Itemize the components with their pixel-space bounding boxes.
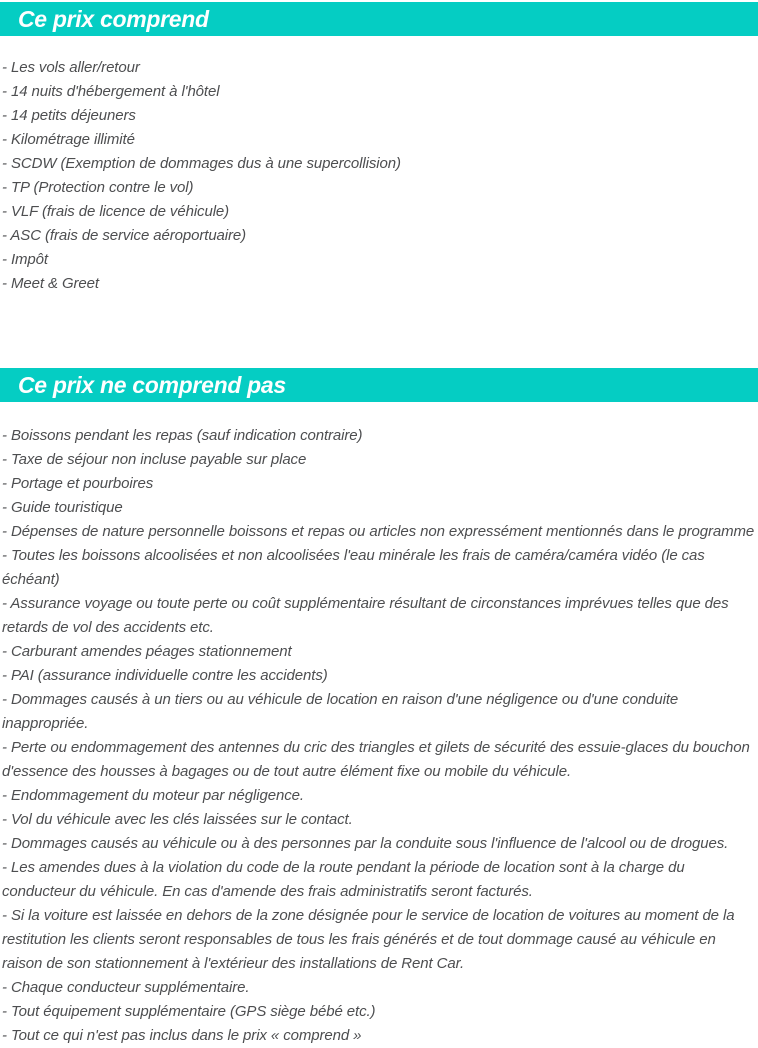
list-item: - Taxe de séjour non incluse payable sur place <box>2 451 307 468</box>
excluded-items-list <box>0 402 758 1048</box>
page <box>0 2 758 1048</box>
list-item: - Les amendes dues à la violation du code de la route pendant la période de location sont à la charge du conducteur du véhicule. En cas d'amende des frais administratifs seront facturés. <box>2 859 685 900</box>
list-item: - Guide touristique <box>2 499 123 516</box>
list-item: - Meet & Greet <box>2 275 99 292</box>
list-item: - Toutes les boissons alcoolisées et non alcoolisées l'eau minérale les frais de caméra/caméra vidéo (le cas échéant) <box>2 547 705 588</box>
list-item: - Si la voiture est laissée en dehors de la zone désignée pour le service de location de voitures au moment de la restitution les clients seront responsables de tous les frais générés et de tout dommage causé au véhicule en raison de son stationnement à l'extérieur des installations de Rent Car. <box>2 907 735 972</box>
list-item: - Boissons pendant les repas (sauf indication contraire) <box>2 427 363 444</box>
section-header-includes <box>0 2 758 36</box>
section-price-excludes <box>0 368 758 1048</box>
list-item: - SCDW (Exemption de dommages dus à une supercollision) <box>2 155 401 172</box>
list-item: - ASC (frais de service aéroportuaire) <box>2 227 247 244</box>
list-item: - Tout équipement supplémentaire (GPS siège bébé etc.) <box>2 1003 376 1020</box>
list-item: - Endommagement du moteur par négligence. <box>2 787 304 804</box>
list-item: - 14 petits déjeuners <box>2 107 136 124</box>
section-title: Ce prix comprend <box>18 5 209 32</box>
list-item: - Assurance voyage ou toute perte ou coût supplémentaire résultant de circonstances imprévues telles que des retards de vol des accidents etc. <box>2 595 729 636</box>
list-item: - Perte ou endommagement des antennes du cric des triangles et gilets de sécurité des essuie-glaces du bouchon d'essence des housses à bagages ou de tout autre élément fixe ou mobile du véhicule. <box>2 739 750 780</box>
section-header-excludes <box>0 368 758 402</box>
included-items-list <box>0 36 758 296</box>
list-item: - Impôt <box>2 251 48 268</box>
list-item: - PAI (assurance individuelle contre les accidents) <box>2 667 328 684</box>
list-item: - Dépenses de nature personnelle boissons et repas ou articles non expressément mentionnés dans le programme <box>2 523 755 540</box>
list-item: - TP (Protection contre le vol) <box>2 179 194 196</box>
section-price-includes <box>0 2 758 296</box>
list-item: - Les vols aller/retour <box>2 59 140 76</box>
list-item: - Dommages causés à un tiers ou au véhicule de location en raison d'une négligence ou d'une conduite inappropriée. <box>2 691 679 732</box>
list-item: - Chaque conducteur supplémentaire. <box>2 979 250 996</box>
list-item: - Tout ce qui n'est pas inclus dans le prix « comprend » <box>2 1027 362 1044</box>
section-title: Ce prix ne comprend pas <box>18 371 286 398</box>
list-item: - Carburant amendes péages stationnement <box>2 643 292 660</box>
list-item: - Kilométrage illimité <box>2 131 135 148</box>
list-item: - Portage et pourboires <box>2 475 154 492</box>
list-item: - Dommages causés au véhicule ou à des personnes par la conduite sous l'influence de l'alcool ou de drogues. <box>2 835 729 852</box>
list-item: - VLF (frais de licence de véhicule) <box>2 203 230 220</box>
list-item: - Vol du véhicule avec les clés laissées sur le contact. <box>2 811 353 828</box>
list-item: - 14 nuits d'hébergement à l'hôtel <box>2 83 220 100</box>
